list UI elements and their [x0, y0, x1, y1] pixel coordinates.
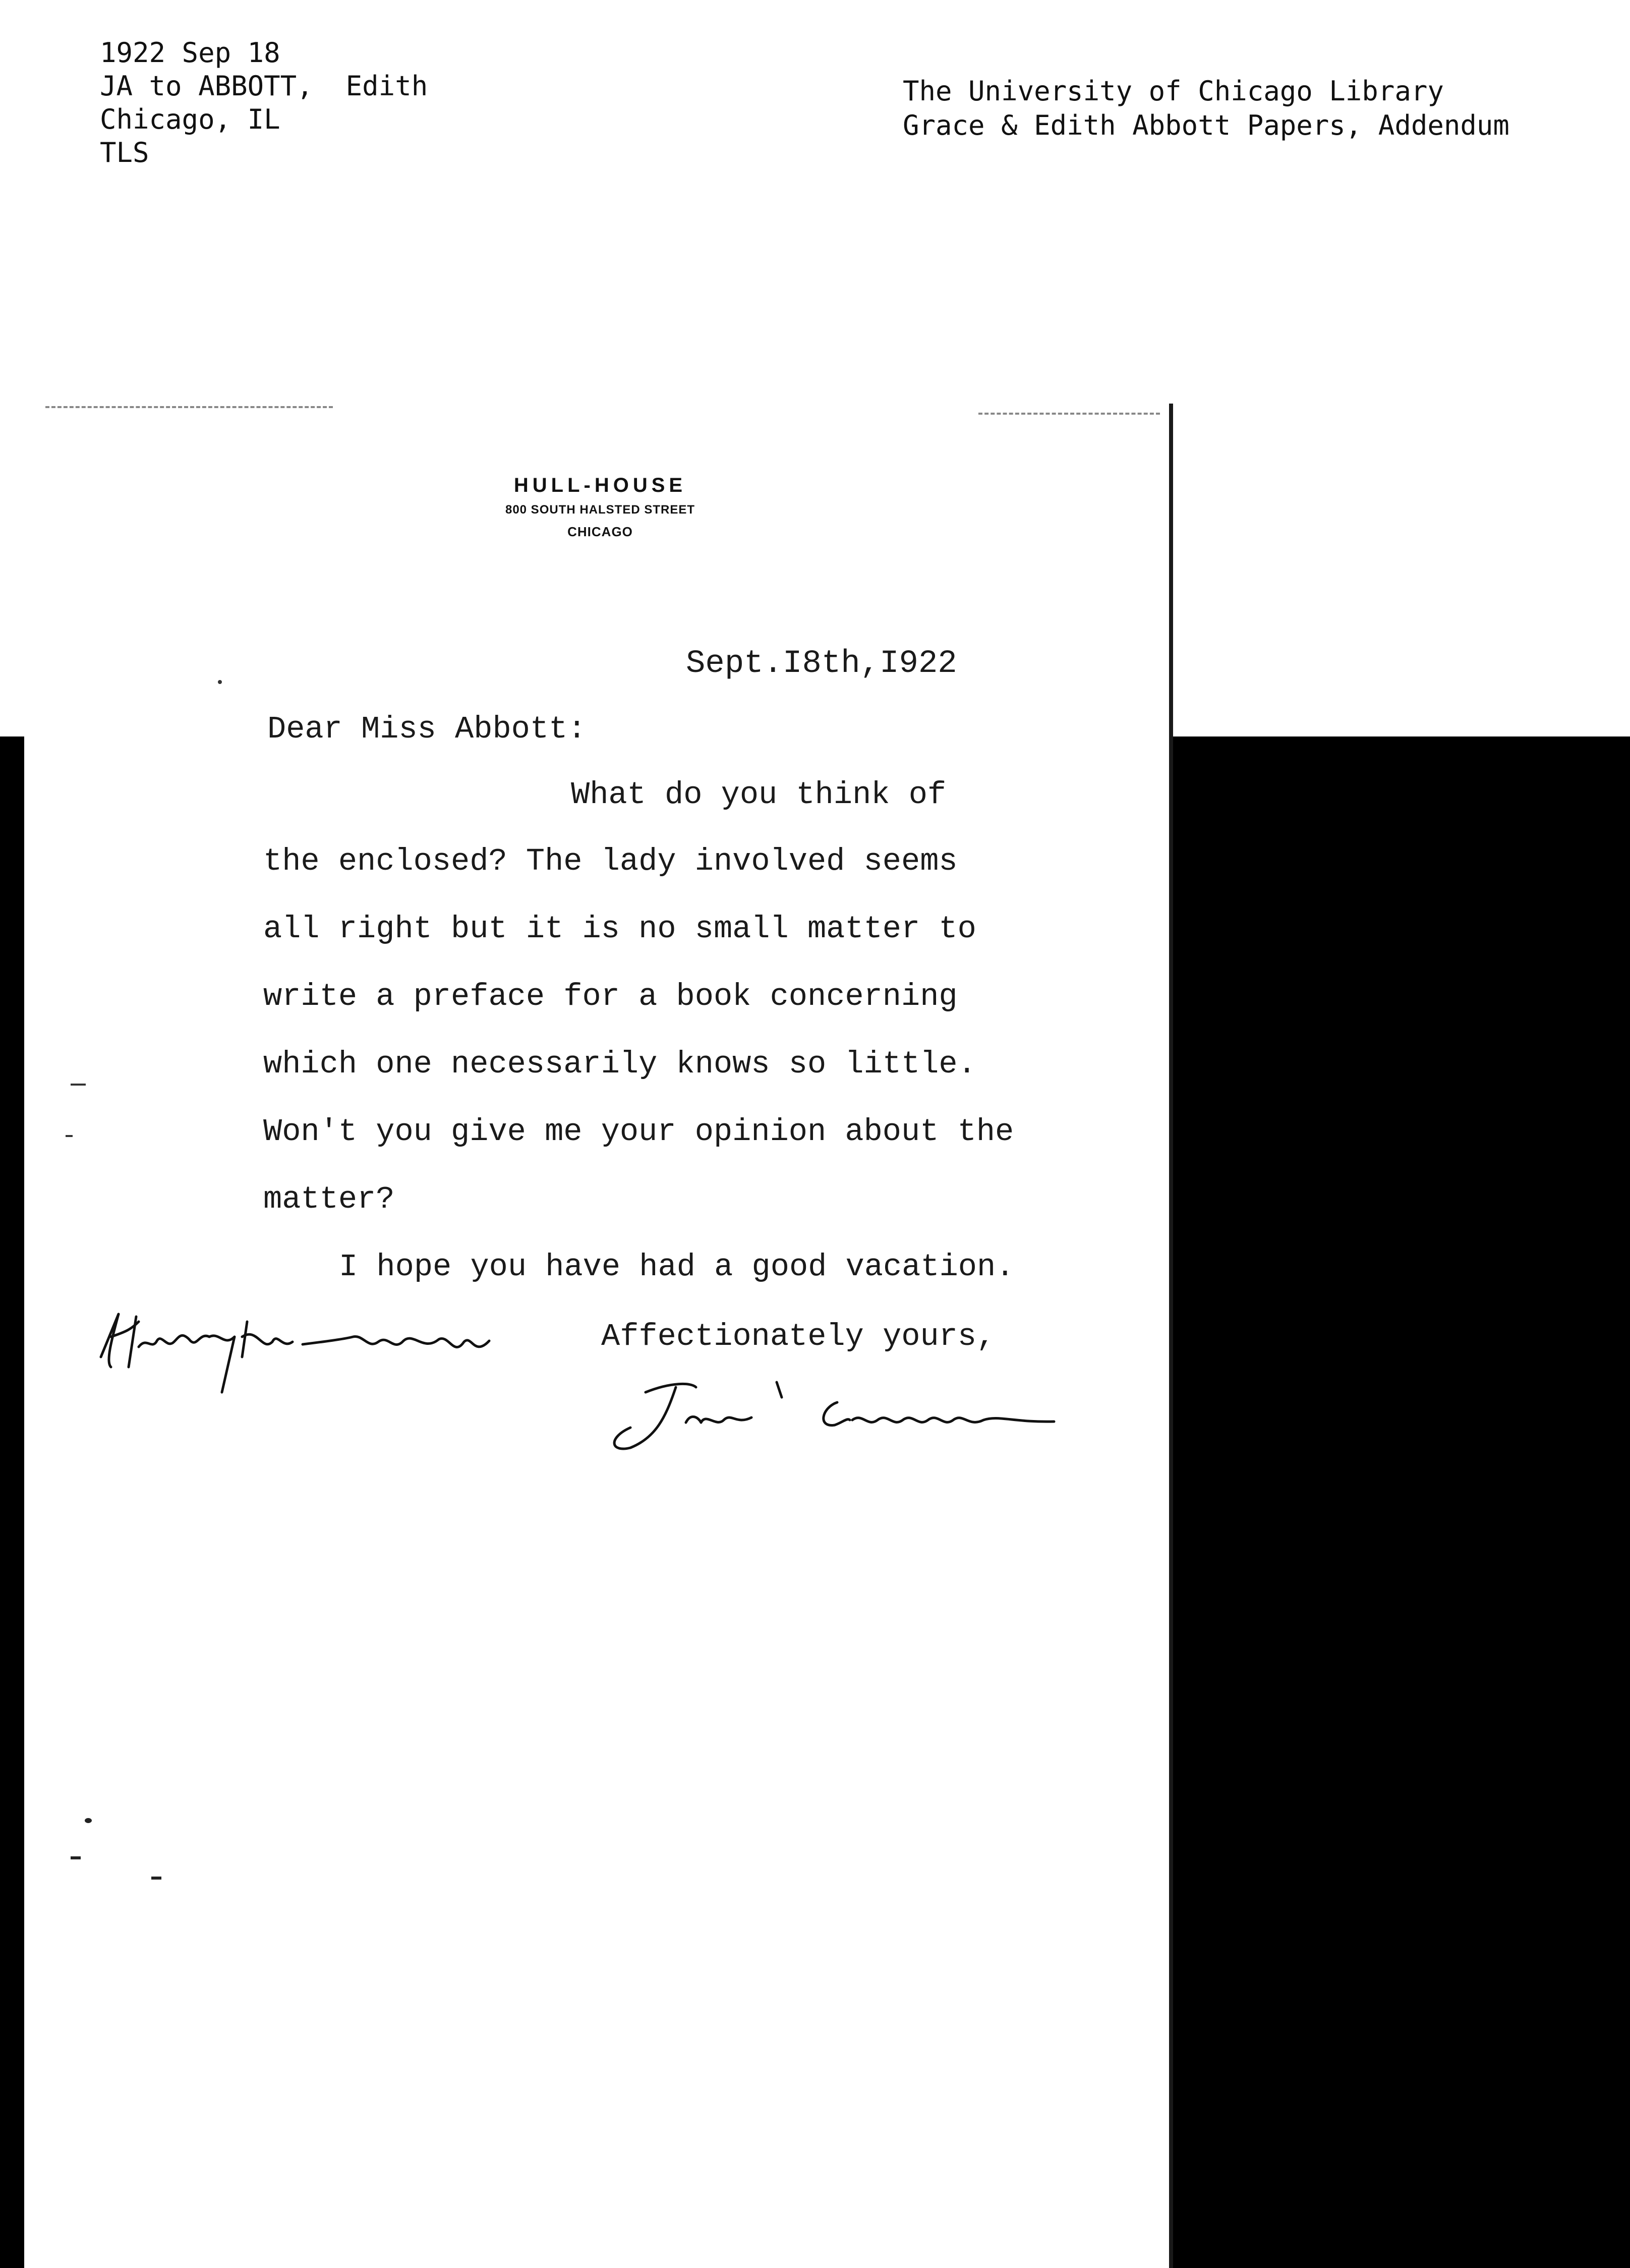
- body-line: Won't you give me your opinion about the: [263, 1114, 1014, 1150]
- body-line: I hope you have had a good vacation.: [339, 1249, 1015, 1285]
- page-edge-mark: [45, 406, 333, 408]
- catalog-correspondents: JA to ABBOTT, Edith: [100, 70, 428, 102]
- scan-speck: [66, 1135, 73, 1137]
- catalog-date: 1922 Sep 18: [100, 37, 280, 69]
- catalog-place: Chicago, IL: [100, 103, 280, 135]
- letterhead-name: HULL-HOUSE: [513, 474, 687, 496]
- catalog-type: TLS: [100, 137, 149, 168]
- body-line: matter?: [263, 1181, 395, 1217]
- handwritten-signature: [600, 1362, 1074, 1463]
- scan-speck: [218, 680, 222, 684]
- letter-salutation: Dear Miss Abbott:: [267, 711, 587, 747]
- page-edge-mark: [978, 413, 1160, 415]
- body-line: What do you think of: [571, 777, 947, 813]
- handwritten-postscript: [91, 1301, 545, 1397]
- letterhead-street: 800 SOUTH HALSTED STREET: [505, 503, 695, 517]
- scan-speck: [71, 1856, 81, 1859]
- letter-closing: Affectionately yours,: [601, 1319, 996, 1354]
- catalog-collection: Grace & Edith Abbott Papers, Addendum: [903, 109, 1509, 141]
- catalog-library: The University of Chicago Library: [903, 75, 1444, 107]
- letterhead-city: CHICAGO: [567, 524, 633, 539]
- body-line: write a preface for a book concerning: [263, 979, 958, 1014]
- scan-speck: [85, 1818, 92, 1823]
- letter-date: Sept.I8th,I922: [686, 646, 957, 682]
- body-line: all right but it is no small matter to: [263, 911, 976, 947]
- body-line: the enclosed? The lady involved seems: [263, 843, 958, 879]
- scan-speck: [71, 1084, 86, 1086]
- scan-speck: [151, 1877, 161, 1880]
- body-line: which one necessarily knows so little.: [263, 1046, 976, 1082]
- letterhead: [454, 474, 746, 540]
